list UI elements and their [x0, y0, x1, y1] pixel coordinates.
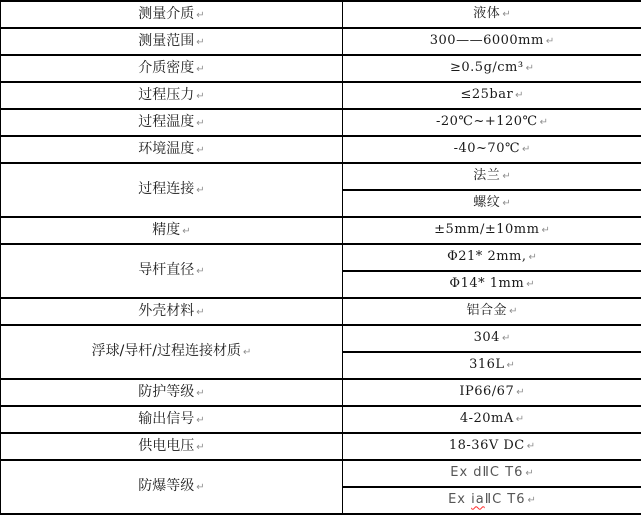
paragraph-mark-icon: ↵	[529, 252, 537, 263]
paragraph-mark-icon: ↵	[540, 117, 548, 128]
spec-label-cell	[1, 163, 343, 217]
paragraph-mark-icon: ↵	[522, 144, 530, 155]
paragraph-mark-icon: ↵	[196, 415, 204, 426]
spec-value-cell	[343, 28, 641, 55]
spec-value-text: ⅡC T6	[485, 492, 526, 507]
spec-label-cell	[1, 244, 343, 298]
spec-label-text: 环境温度	[138, 141, 194, 157]
paragraph-mark-icon: ↵	[516, 414, 524, 425]
paragraph-mark-icon: ↵	[196, 64, 204, 75]
spec-value-cell	[343, 217, 641, 244]
paragraph-mark-icon: ↵	[526, 279, 534, 290]
spec-value-text: 液体	[473, 6, 500, 21]
spec-value-cell	[343, 190, 641, 217]
spec-label-cell	[1, 28, 343, 55]
spec-value-text: 铝合金	[467, 303, 508, 318]
paragraph-mark-icon: ↵	[546, 36, 554, 47]
spec-value-cell	[343, 487, 641, 514]
paragraph-mark-icon: ↵	[526, 63, 534, 74]
table-row	[1, 109, 641, 136]
spec-value-text: 304	[474, 330, 500, 345]
spec-label-text: 过程压力	[138, 87, 194, 103]
paragraph-mark-icon: ↵	[196, 145, 204, 156]
spec-label-cell	[1, 82, 343, 109]
paragraph-mark-icon: ↵	[502, 198, 510, 209]
spec-label-cell	[1, 298, 343, 325]
spec-label-text: 测量介质	[138, 6, 194, 22]
table-row	[1, 460, 641, 487]
spec-value-cell	[343, 136, 641, 163]
spec-label-cell	[1, 460, 343, 514]
spec-value-text: 18-36V DC	[449, 438, 525, 453]
spec-value-text: Ex dⅡC T6	[450, 465, 523, 480]
table-row	[1, 1, 641, 28]
table-row	[1, 28, 641, 55]
spec-value-cell	[343, 271, 641, 298]
spec-label-cell	[1, 325, 343, 379]
spec-label-text: 防护等级	[138, 384, 194, 400]
spec-label-text: 介质密度	[138, 60, 194, 76]
spec-label-cell	[1, 136, 343, 163]
spec-value-text: Ex	[448, 492, 471, 507]
spec-label-text: 输出信号	[138, 411, 194, 427]
spec-label-text: 导杆直径	[138, 262, 194, 278]
paragraph-mark-icon: ↵	[541, 225, 549, 236]
spec-value-cell	[343, 1, 641, 28]
spec-value-text: Φ14* 1mm	[449, 276, 524, 291]
paragraph-mark-icon: ↵	[516, 387, 524, 398]
table-row	[1, 55, 641, 82]
spec-value-cell	[343, 298, 641, 325]
spec-value-text: ≤25bar	[460, 87, 513, 102]
table-row	[1, 217, 641, 244]
paragraph-mark-icon: ↵	[515, 90, 523, 101]
paragraph-mark-icon: ↵	[196, 266, 204, 277]
spec-value-cell	[343, 163, 641, 190]
table-row	[1, 325, 641, 352]
spec-label-cell	[1, 379, 343, 406]
spec-value-text: Φ21* 2mm,	[447, 249, 526, 264]
spec-label-text: 过程温度	[138, 114, 194, 130]
spec-value-cell	[343, 433, 641, 460]
spec-value-text: 法兰	[473, 168, 500, 183]
spec-value-cell	[343, 55, 641, 82]
paragraph-mark-icon: ↵	[196, 91, 204, 102]
table-row	[1, 379, 641, 406]
spec-label-text: 精度	[152, 222, 180, 238]
paragraph-mark-icon: ↵	[196, 10, 204, 21]
spec-value-cell	[343, 406, 641, 433]
spec-value-cell	[343, 244, 641, 271]
paragraph-mark-icon: ↵	[525, 468, 533, 479]
table-row	[1, 406, 641, 433]
spec-label-cell	[1, 433, 343, 460]
spec-value-cell	[343, 82, 641, 109]
spec-value-text: 螺纹	[473, 195, 500, 210]
spec-value-text: 300——6000mm	[430, 33, 544, 48]
spec-label-text: 防爆等级	[138, 478, 194, 494]
spec-value-cell	[343, 460, 641, 487]
spec-value-text: -40~70℃	[454, 141, 520, 156]
paragraph-mark-icon: ↵	[502, 171, 510, 182]
paragraph-mark-icon: ↵	[196, 118, 204, 129]
paragraph-mark-icon: ↵	[507, 360, 515, 371]
table-row	[1, 163, 641, 190]
table-row	[1, 298, 641, 325]
spec-label-text: 测量范围	[138, 33, 194, 49]
table-row	[1, 136, 641, 163]
paragraph-mark-icon: ↵	[182, 226, 190, 237]
spec-label-text: 过程连接	[138, 181, 194, 197]
paragraph-mark-icon: ↵	[243, 347, 251, 358]
spec-label-text: 外壳材料	[138, 303, 194, 319]
paragraph-mark-icon: ↵	[196, 442, 204, 453]
paragraph-mark-icon: ↵	[502, 9, 510, 20]
table-row	[1, 244, 641, 271]
spec-label-text: 浮球/导杆/过程连接材质	[92, 343, 241, 359]
spec-value-text: 316L	[469, 357, 504, 372]
paragraph-mark-icon: ↵	[528, 495, 536, 506]
spec-value-text: IP66/67	[459, 384, 514, 399]
paragraph-mark-icon: ↵	[196, 388, 204, 399]
spec-label-cell	[1, 406, 343, 433]
spec-label-cell	[1, 217, 343, 244]
spellcheck-misspelled-text: ia	[471, 492, 485, 507]
spec-label-cell	[1, 55, 343, 82]
spec-value-cell	[343, 325, 641, 352]
spec-value-cell	[343, 379, 641, 406]
spec-label-cell	[1, 109, 343, 136]
paragraph-mark-icon: ↵	[196, 185, 204, 196]
spec-label-text: 供电电压	[138, 438, 194, 454]
paragraph-mark-icon: ↵	[509, 306, 517, 317]
spec-value-cell	[343, 352, 641, 379]
spec-value-cell	[343, 109, 641, 136]
paragraph-mark-icon: ↵	[527, 441, 535, 452]
spec-label-cell	[1, 1, 343, 28]
table-row	[1, 433, 641, 460]
table-row	[1, 82, 641, 109]
spec-value-text: 4-20mA	[460, 411, 514, 426]
paragraph-mark-icon: ↵	[502, 333, 510, 344]
spec-value-text: ≥0.5g/cm³	[450, 60, 524, 75]
spec-value-text: -20℃~+120℃	[436, 114, 538, 129]
paragraph-mark-icon: ↵	[196, 307, 204, 318]
paragraph-mark-icon: ↵	[196, 37, 204, 48]
spec-value-text: ±5mm/±10mm	[434, 222, 539, 237]
paragraph-mark-icon: ↵	[196, 482, 204, 493]
